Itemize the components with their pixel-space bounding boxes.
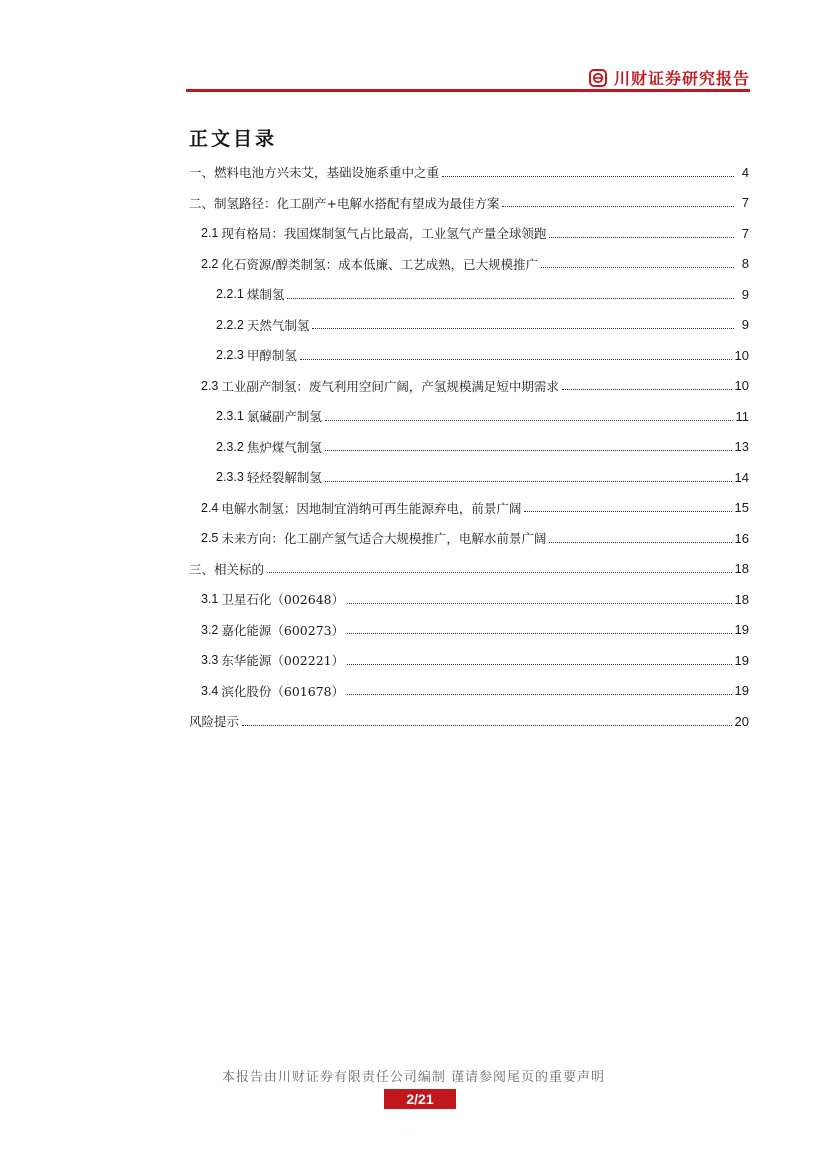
toc-dot-leader	[549, 542, 731, 543]
toc-entry-title: 三、相关标的	[189, 561, 265, 577]
toc-entry-number: 2.1	[201, 226, 219, 241]
toc-entry-page: 16	[734, 530, 749, 546]
toc-entry-title: 甲醇制氢	[246, 348, 297, 364]
toc-entry[interactable]	[189, 432, 749, 463]
toc-entry[interactable]	[189, 401, 749, 432]
toc-entry-page: 15	[734, 500, 749, 516]
toc-entry[interactable]	[189, 584, 749, 615]
toc-entry[interactable]	[189, 310, 749, 341]
toc-entry-page: 20	[734, 713, 749, 729]
toc-entry-title: 化石资源/醇类制氢：成本低廉、工艺成熟，已大规模推广	[221, 256, 539, 272]
toc-entry-number: 3.3	[201, 653, 219, 668]
toc-entry[interactable]	[189, 462, 749, 493]
toc-entry[interactable]	[189, 554, 749, 585]
toc-entry[interactable]	[189, 218, 749, 249]
toc-entry-page: 7	[741, 225, 749, 241]
toc-entry[interactable]	[189, 645, 749, 676]
toc-entry-title: 煤制氢	[246, 287, 285, 303]
toc-entry-title: 一、燃料电池方兴未艾，基础设施系重中之重	[189, 165, 440, 181]
toc-entry-title: 现有格局：我国煤制氢气占比最高，工业氢气产量全球领跑	[221, 226, 547, 242]
toc-entry-number: 2.3.2	[216, 439, 244, 454]
toc-entry-number: 3.1	[201, 592, 219, 607]
header-rule	[186, 89, 750, 92]
toc-entry-page: 9	[741, 286, 749, 302]
toc-dot-leader	[325, 450, 732, 451]
toc-entry[interactable]	[189, 371, 749, 402]
toc-entry-page: 4	[741, 164, 749, 180]
toc-dot-leader	[524, 511, 731, 512]
toc-dot-leader	[347, 694, 731, 695]
brand-name: 川财证券研究报告	[613, 69, 750, 88]
toc-entry-title: 卫星石化（002648）	[221, 592, 345, 608]
toc-entry-title: 风险提示	[189, 714, 240, 730]
toc-entry-title: 未来方向：化工副产氢气适合大规模推广，电解水前景广阔	[221, 531, 547, 547]
toc-entry[interactable]	[189, 523, 749, 554]
toc-entry-title: 东华能源（002221）	[221, 653, 345, 669]
table-of-contents	[189, 157, 749, 737]
toc-entry-page: 18	[734, 561, 749, 577]
toc-dot-leader	[347, 633, 731, 634]
toc-entry-title: 工业副产制氢：废气利用空间广阔，产氢规模满足短中期需求	[221, 378, 559, 394]
toc-dot-leader	[502, 206, 734, 207]
toc-entry[interactable]	[189, 188, 749, 219]
footer-disclaimer: 本报告由川财证券有限责任公司编制 谨请参阅尾页的重要声明	[221, 1070, 606, 1085]
toc-entry-title: 焦炉煤气制氢	[246, 439, 322, 455]
toc-dot-leader	[312, 328, 734, 329]
toc-entry-title: 天然气制氢	[246, 317, 310, 333]
toc-dot-leader	[267, 572, 732, 573]
toc-entry-number: 3.2	[201, 622, 219, 637]
toc-dot-leader	[541, 267, 734, 268]
toc-dot-leader	[242, 725, 732, 726]
toc-entry-page: 11	[735, 408, 749, 424]
toc-entry[interactable]	[189, 706, 749, 737]
toc-entry-number: 2.2.1	[216, 287, 244, 302]
toc-dot-leader	[347, 603, 731, 604]
toc-entry-title: 轻烃裂解制氢	[246, 470, 322, 486]
toc-entry[interactable]	[189, 340, 749, 371]
toc-entry-page: 9	[741, 317, 749, 333]
toc-dot-leader	[325, 420, 733, 421]
toc-entry[interactable]	[189, 615, 749, 646]
brand	[589, 66, 750, 89]
toc-entry-page: 7	[741, 195, 749, 211]
toc-dot-leader	[347, 664, 731, 665]
toc-entry-page: 19	[734, 652, 749, 668]
toc-entry-page: 18	[734, 591, 749, 607]
toc-entry-number: 2.4	[201, 500, 219, 515]
toc-entry[interactable]	[189, 249, 749, 280]
toc-dot-leader	[300, 359, 732, 360]
toc-dot-leader	[549, 237, 734, 238]
toc-entry[interactable]	[189, 157, 749, 188]
toc-title: 正文目录	[189, 128, 278, 150]
page-header	[186, 60, 750, 92]
toc-entry-title: 滨化股份（601678）	[221, 683, 345, 699]
toc-entry-page: 10	[734, 347, 749, 363]
toc-dot-leader	[325, 481, 732, 482]
toc-entry-number: 2.3.1	[216, 409, 244, 424]
toc-entry-number: 3.4	[201, 683, 219, 698]
toc-entry[interactable]	[189, 676, 749, 707]
toc-entry-page: 19	[734, 683, 749, 699]
toc-entry-page: 19	[734, 622, 749, 638]
toc-entry-title: 嘉化能源（600273）	[221, 622, 345, 638]
toc-entry-number: 2.2.3	[216, 348, 244, 363]
toc-entry-number: 2.3	[201, 378, 219, 393]
toc-entry[interactable]	[189, 279, 749, 310]
toc-entry-number: 2.5	[201, 531, 219, 546]
toc-dot-leader	[287, 298, 734, 299]
page-number-badge: 2/21	[384, 1089, 456, 1109]
toc-entry-title: 电解水制氢：因地制宜消纳可再生能源弃电，前景广阔	[221, 500, 522, 516]
toc-entry-number: 2.2.2	[216, 317, 244, 332]
toc-entry-page: 14	[734, 469, 749, 485]
toc-entry-page: 8	[741, 256, 749, 272]
toc-entry-title: 二、制氢路径：化工副产+电解水搭配有望成为最佳方案	[189, 195, 500, 211]
toc-entry-number: 2.2	[201, 256, 219, 271]
toc-entry-page: 13	[734, 439, 749, 455]
chuancai-logo-icon	[589, 69, 607, 87]
toc-dot-leader	[442, 176, 734, 177]
toc-dot-leader	[562, 389, 732, 390]
toc-entry[interactable]	[189, 493, 749, 524]
toc-entry-number: 2.3.3	[216, 470, 244, 485]
toc-entry-title: 氯碱副产制氢	[246, 409, 322, 425]
toc-entry-page: 10	[734, 378, 749, 394]
